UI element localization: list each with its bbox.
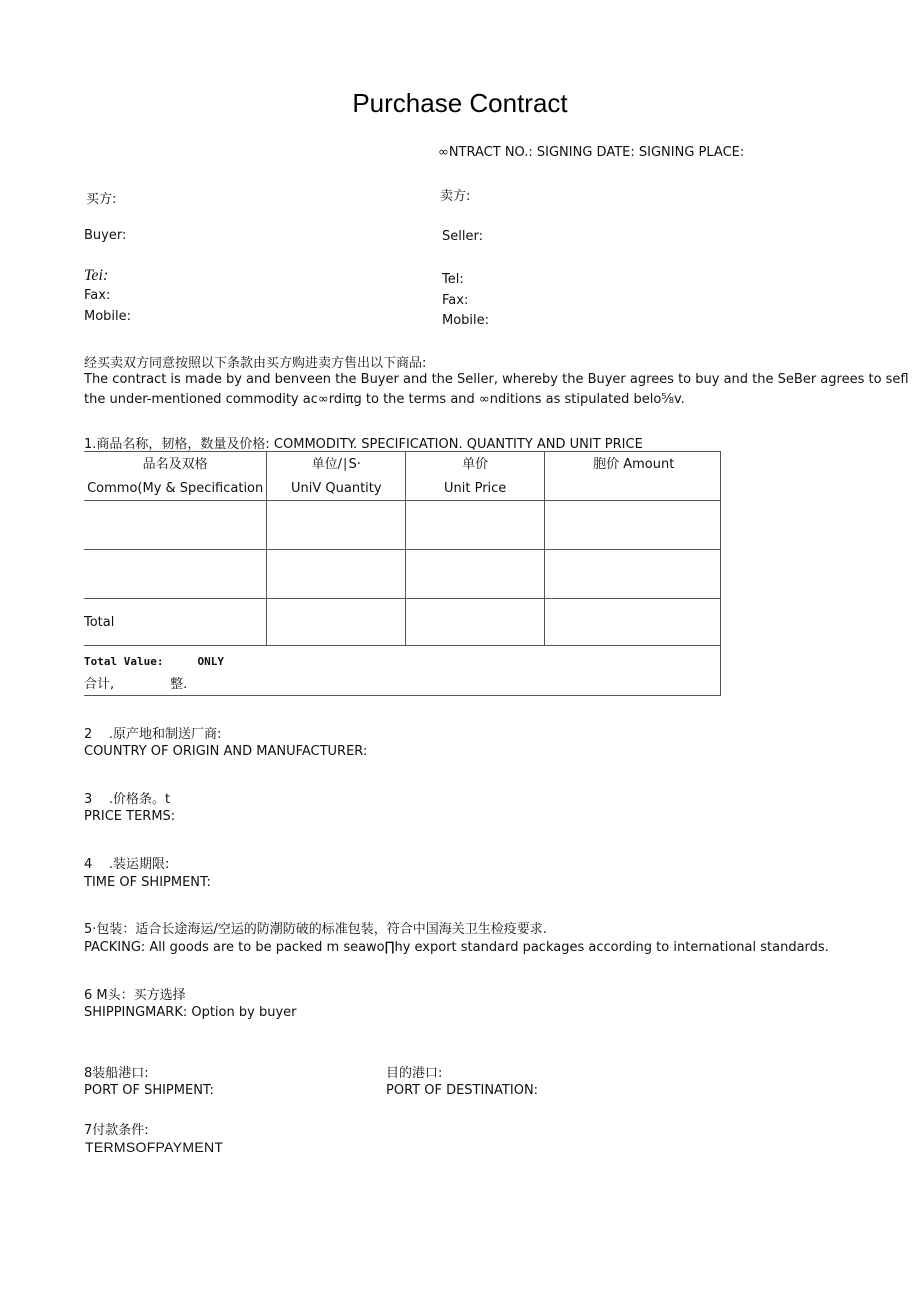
header-unit-price-en: Unit Price xyxy=(444,481,507,496)
buyer-fax-label: Fax: xyxy=(84,288,111,303)
intro-en-line2: the under-mentioned commodity ac∞rdiπg to the terms and ∞nditions as stipulated belo⅝v. xyxy=(84,392,685,407)
destination-port-cn: 目的港口: xyxy=(386,1066,443,1081)
section2-cn xyxy=(84,723,221,742)
table-cell[interactable] xyxy=(267,550,406,599)
zheng-label: 整. xyxy=(170,677,188,692)
buyer-tel-label: Tei: xyxy=(84,267,109,284)
section2-number: 2 xyxy=(84,727,93,742)
header-quantity-en: UniV Quantity xyxy=(291,481,382,496)
header-quantity-cn: 单位/∣S· xyxy=(311,457,361,472)
total-cell xyxy=(84,599,267,646)
page-title: Purchase Contract xyxy=(352,88,568,118)
header-commodity-cn: 品名及双格 xyxy=(142,457,208,472)
seller-tel-label: Tel: xyxy=(442,272,464,287)
table-header-row xyxy=(84,452,721,501)
buyer-cn-label: 买方: xyxy=(86,192,117,207)
heji-label: 合计, xyxy=(84,677,115,692)
section8-en: PORT OF SHIPMENT: xyxy=(84,1083,214,1098)
destination-port-en: PORT OF DESTINATION: xyxy=(386,1083,539,1098)
section3-cn-text: .价格条。t xyxy=(108,792,171,807)
header-cell-commodity xyxy=(84,452,267,501)
header-cell-quantity xyxy=(267,452,406,501)
table-cell[interactable] xyxy=(406,550,545,599)
header-cell-unit-price xyxy=(406,452,545,501)
table-cell[interactable] xyxy=(406,599,545,646)
contract-header-line: ∞NTRACT NO.: SIGNING DATE: SIGNING PLACE: xyxy=(438,145,745,160)
section5-en: PACKING: All goods are to be packed m seawo∏hy export standard packages according to international standards. xyxy=(84,940,829,955)
header-commodity-en: Commo(My & Specification xyxy=(87,481,264,496)
section7-en: TERMSOFPAYMENT xyxy=(85,1139,224,1155)
section3-en: PRICE TERMS: xyxy=(84,809,176,824)
total-row xyxy=(84,599,721,646)
section6-en: SHIPPINGMARK: Option by buyer xyxy=(84,1005,297,1020)
seller-en-label: Seller: xyxy=(442,229,483,244)
intro-cn: 经买卖双方同意按照以下条款由买方购进卖方售出以下商品: xyxy=(84,356,427,371)
buyer-en-label: Buyer: xyxy=(84,228,127,243)
table-cell[interactable] xyxy=(406,501,545,550)
header-amount: 胞价 Amount xyxy=(593,457,675,472)
table-cell[interactable] xyxy=(545,599,721,646)
seller-fax-label: Fax: xyxy=(442,293,469,308)
total-value-cell[interactable] xyxy=(84,646,721,696)
intro-en-line1: The contract is made by and benveen the Buyer and the Seller, whereby the Buyer agrees to buy and the SeBer agrees to sefl xyxy=(84,372,909,387)
total-label: Total xyxy=(84,615,115,630)
section1-heading: 1.商品名称，韧格，数量及价格: COMMODITY. SPECIFICATION. QUANTITY AND UNIT PRICE xyxy=(84,437,643,452)
section3-number: 3 xyxy=(84,792,93,807)
header-unit-price-cn: 单价 xyxy=(462,457,489,472)
table-cell[interactable] xyxy=(84,501,267,550)
table-row xyxy=(84,550,721,599)
only-label: ONLY xyxy=(197,655,224,668)
section4-en: TIME OF SHIPMENT: xyxy=(84,875,211,890)
section6-cn: 6 M头：买方选择 xyxy=(84,988,186,1003)
table-cell[interactable] xyxy=(545,550,721,599)
total-value-row xyxy=(84,646,721,696)
header-cell-amount xyxy=(545,452,721,501)
table-cell[interactable] xyxy=(84,550,267,599)
seller-cn-label: 卖方: xyxy=(440,189,471,204)
section4-number: 4 xyxy=(84,857,93,872)
commodity-table xyxy=(84,451,721,696)
section4-cn-text: .装运期限: xyxy=(108,857,170,872)
table-cell[interactable] xyxy=(545,501,721,550)
table-row xyxy=(84,501,721,550)
table-cell[interactable] xyxy=(267,599,406,646)
section2-cn-text: .原产地和制送厂商: xyxy=(108,727,222,742)
buyer-mobile-label: Mobile: xyxy=(84,309,132,324)
section3-cn xyxy=(84,788,170,807)
section8-cn: 8装船港口: xyxy=(84,1066,149,1081)
table-cell[interactable] xyxy=(267,501,406,550)
section5-cn: 5·包装：适合长途海运/空运的防潮防破的标准包装，符合中国海关卫生检疫要求. xyxy=(84,922,547,937)
total-value-label: Total Value: xyxy=(84,655,164,668)
section2-en: COUNTRY OF ORIGIN AND MANUFACTURER: xyxy=(84,744,368,759)
section4-cn xyxy=(84,853,169,872)
seller-mobile-label: Mobile: xyxy=(442,313,490,324)
section7-cn: 7付款条件: xyxy=(84,1123,149,1138)
